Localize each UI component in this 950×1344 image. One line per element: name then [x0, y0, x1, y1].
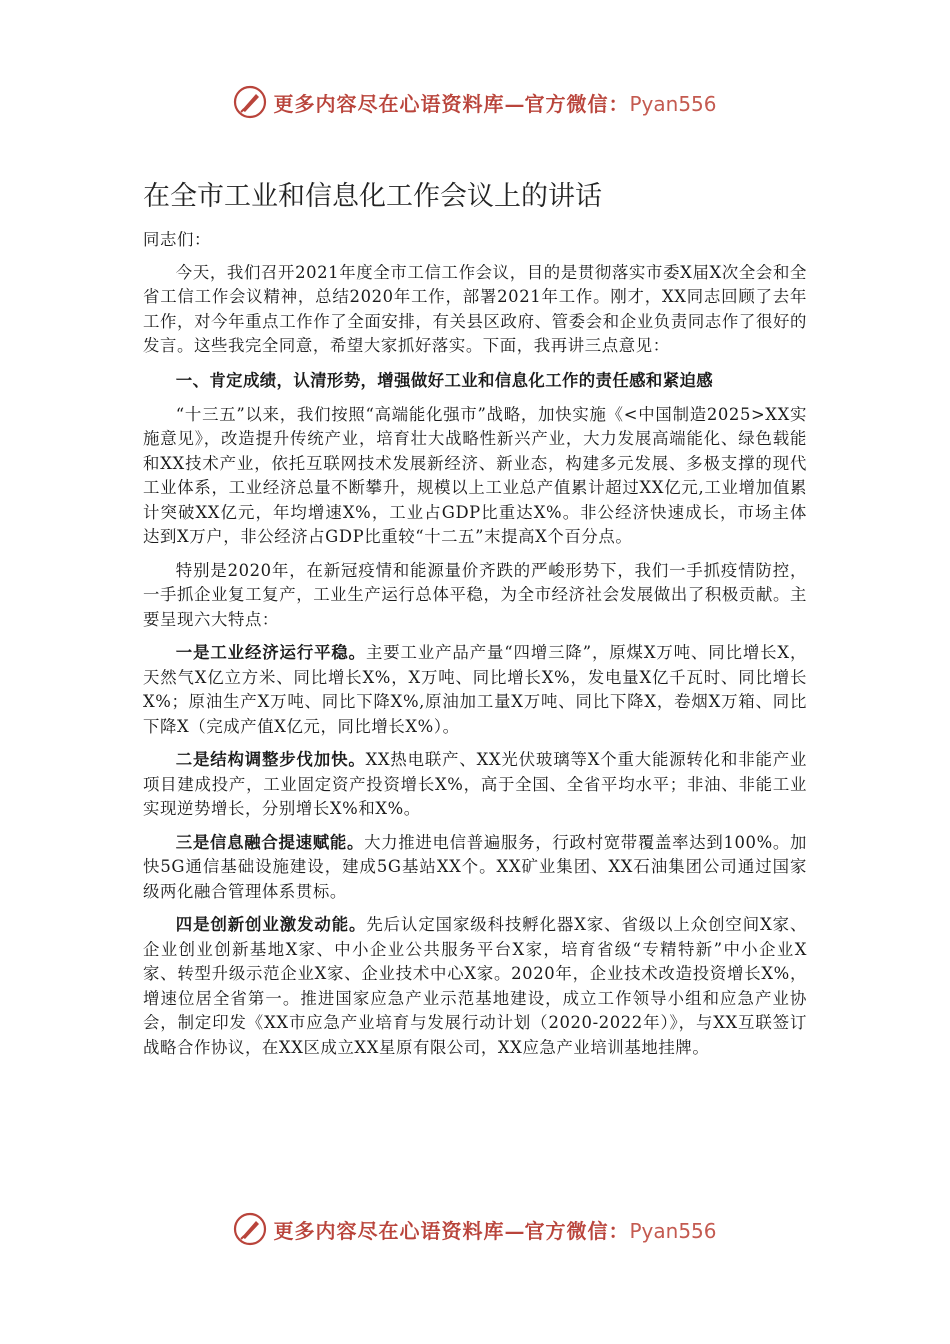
- intro-paragraph: 今天，我们召开2021年度全市工信工作会议，目的是贯彻落实市委X届X次全会和全省工信工作会议精神，总结2020年工作，部署2021年工作。刚才，XX同志回顾了去年工作，对今年重点工作作了全面安排，有关县区政府、管委会和企业负责同志作了很好的发言。这些我完全同意，希望大家抓好落实。下面，我再讲三点意见：: [143, 262, 807, 355]
- banner-text: 更多内容尽在心语资料库—官方微信：Pyan556: [273, 91, 717, 116]
- header-watermark-banner: [0, 80, 950, 124]
- paragraph-13th-five-year: “十三五”以来，我们按照“高端能化强市”战略，加快实施《<中国制造2025>XX实施意见》，改造提升传统产业，培育壮大战略性新兴产业，大力发展高端能化、绿色载能和XX技术产业，依托互联网技术发展新经济、新业态，构建多元发展、多极支撑的现代工业体系，工业经济总量不断攀升，规模以上工业总产值累计超过XX亿元,工业增加值累计突破XX亿元，年均增速X%，工业占GDP比重达X%。非公经济快速成长，市场主体达到X万户，非公经济占GDP比重较“十二五”末提高X个百分点。: [143, 404, 807, 546]
- point-lead: 三是信息融合提速赋能。: [175, 832, 365, 852]
- point-paragraph: [143, 641, 807, 739]
- document-body: [143, 228, 807, 1069]
- banner-text: 更多内容尽在心语资料库—官方微信：Pyan556: [273, 1218, 717, 1243]
- footer-watermark-banner: [0, 1207, 950, 1251]
- point-paragraph: [143, 913, 807, 1060]
- point-text: 主要工业产品产量“四增三降”，原煤X万吨、同比增长X，天然气X亿立方米、同比增长X%，X万吨、同比增长X%，发电量X亿千瓦时、同比增长X%；原油生产X万吨、同比下降X%,原油加工量X万吨、同比下降X，卷烟X万箱、同比下降X（完成产值X亿元，同比增长X%）。: [143, 643, 807, 736]
- document-title: 在全市工业和信息化工作会议上的讲话: [143, 181, 602, 212]
- point-text: XX热电联产、XX光伏玻璃等X个重大能源转化和非能产业项目建成投产，工业固定资产投资增长X%，高于全国、全省平均水平；非油、非能工业实现逆势增长，分别增长X%和X%。: [143, 750, 807, 818]
- point-text: 大力推进电信普遍服务，行政村宽带覆盖率达到100%。加快5G通信基础设施建设，建成5G基站XX个。XX矿业集团、XX石油集团公司通过国家级两化融合管理体系贯标。: [143, 832, 807, 901]
- salutation: 同志们：: [143, 230, 211, 249]
- section-heading-1: 一、肯定成绩，认清形势，增强做好工业和信息化工作的责任感和紧迫感: [175, 370, 714, 390]
- point-paragraph: [143, 748, 807, 822]
- point-lead: 四是创新创业激发动能。: [175, 915, 367, 934]
- point-paragraph: [143, 831, 807, 905]
- quill-pen-logo-icon: [233, 1212, 267, 1246]
- paragraph-2020: 特别是2020年，在新冠疫情和能源量价齐跌的严峻形势下，我们一手抓疫情防控，一手抓企业复工复产，工业生产运行总体平稳，为全市经济社会发展做出了积极贡献。主要呈现六大特点：: [143, 560, 807, 629]
- point-text: 先后认定国家级科技孵化器X家、省级以上众创空间X家、企业创业创新基地X家、中小企业公共服务平台X家，培育省级“专精特新”中小企业X家、转型升级示范企业X家、企业技术中心X家。2020年，企业技术改造投资增长X%，增速位居全省第一。推进国家应急产业示范基地建设，成立工作领导小组和应急产业协会，制定印发《XX市应急产业培育与发展行动计划（2020-2022年）》，与XX互联签订战略合作协议，在XX区成立XX星原有限公司，XX应急产业培训基地挂牌。: [143, 915, 807, 1057]
- point-lead: 二是结构调整步伐加快。: [175, 750, 366, 769]
- point-lead: 一是工业经济运行平稳。: [175, 643, 366, 662]
- quill-pen-logo-icon: [233, 85, 267, 119]
